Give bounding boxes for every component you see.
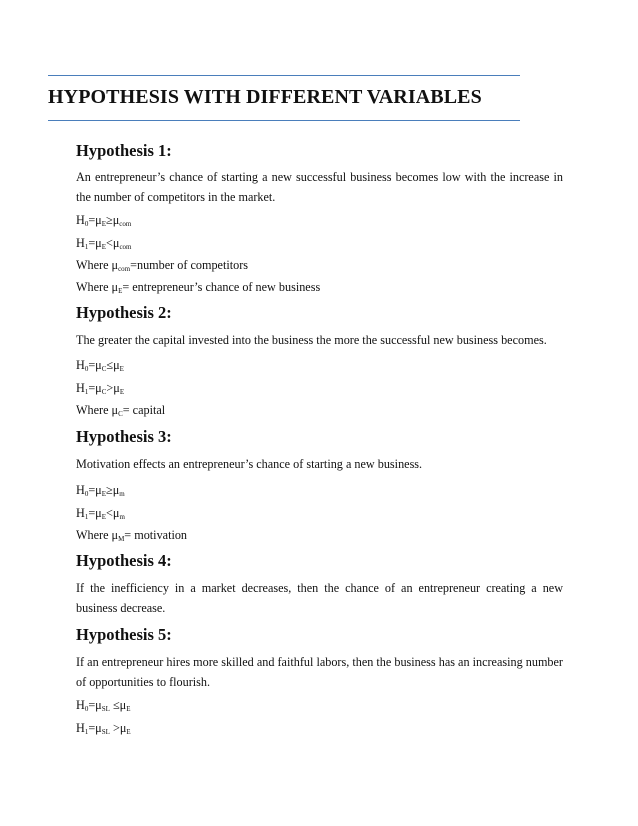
hypothesis-1-alternative: $H_1=\mu_E<\mu_{com}$ bbox=[76, 236, 132, 251]
hypothesis-2-null: $H_0=\mu_C\le\mu_E$ bbox=[76, 358, 124, 373]
hypothesis-2-heading: Hypothesis 2: bbox=[76, 303, 172, 322]
hypothesis-1-null: $H_0=\mu_E\ge\mu_{com}$ bbox=[76, 213, 132, 228]
page-title: HYPOTHESIS WITH DIFFERENT VARIABLES bbox=[48, 86, 482, 108]
hypothesis-4-text: If the inefficiency in a market decreases, then the chance of an entrepreneur creating a new business decrease. bbox=[76, 581, 563, 615]
hypothesis-3-where-motivation: Where $\mu_M=$ motivation bbox=[76, 528, 188, 543]
hypothesis-2-text: The greater the capital invested into the business the more the successful new business becomes. bbox=[76, 333, 547, 347]
hypothesis-5-heading: Hypothesis 5: bbox=[76, 625, 172, 644]
hypothesis-1-heading: Hypothesis 1: bbox=[76, 141, 172, 160]
hypothesis-2-where-capital: Where $\mu_C=$ capital bbox=[76, 403, 166, 418]
hypothesis-1-where-competitors: Where $\mu_{com}=number$ of competitors bbox=[76, 258, 249, 273]
hypothesis-5-null: $H_0=\mu_{SL} \le\mu_E$ bbox=[76, 698, 131, 713]
top-divider bbox=[48, 75, 520, 76]
hypothesis-3-heading: Hypothesis 3: bbox=[76, 427, 172, 446]
title-underline bbox=[48, 120, 520, 121]
hypothesis-3-text: Motivation effects an entrepreneur’s chance of starting a new business. bbox=[76, 457, 423, 471]
hypothesis-1-where-entrepreneur: Where $\mu_E=$ entrepreneur’s chance of new business bbox=[76, 280, 321, 295]
hypothesis-5-text: If an entrepreneur hires more skilled and faithful labors, then the business has an increasing number of opportunities to flourish. bbox=[76, 655, 563, 689]
hypothesis-3-alternative: $H_1=\mu_E<\mu_m$ bbox=[76, 506, 125, 521]
hypothesis-3-null: $H_0=\mu_E\ge\mu_m$ bbox=[76, 483, 125, 498]
hypothesis-4-heading: Hypothesis 4: bbox=[76, 551, 172, 570]
hypothesis-5-alternative: $H_1=\mu_{SL} >\mu_E$ bbox=[76, 721, 131, 736]
hypothesis-2-alternative: $H_1=\mu_C>\mu_E$ bbox=[76, 381, 125, 396]
hypothesis-1-text: An entrepreneur’s chance of starting a new successful business becomes low with the increase in the number of competitors in the market. bbox=[76, 170, 563, 204]
